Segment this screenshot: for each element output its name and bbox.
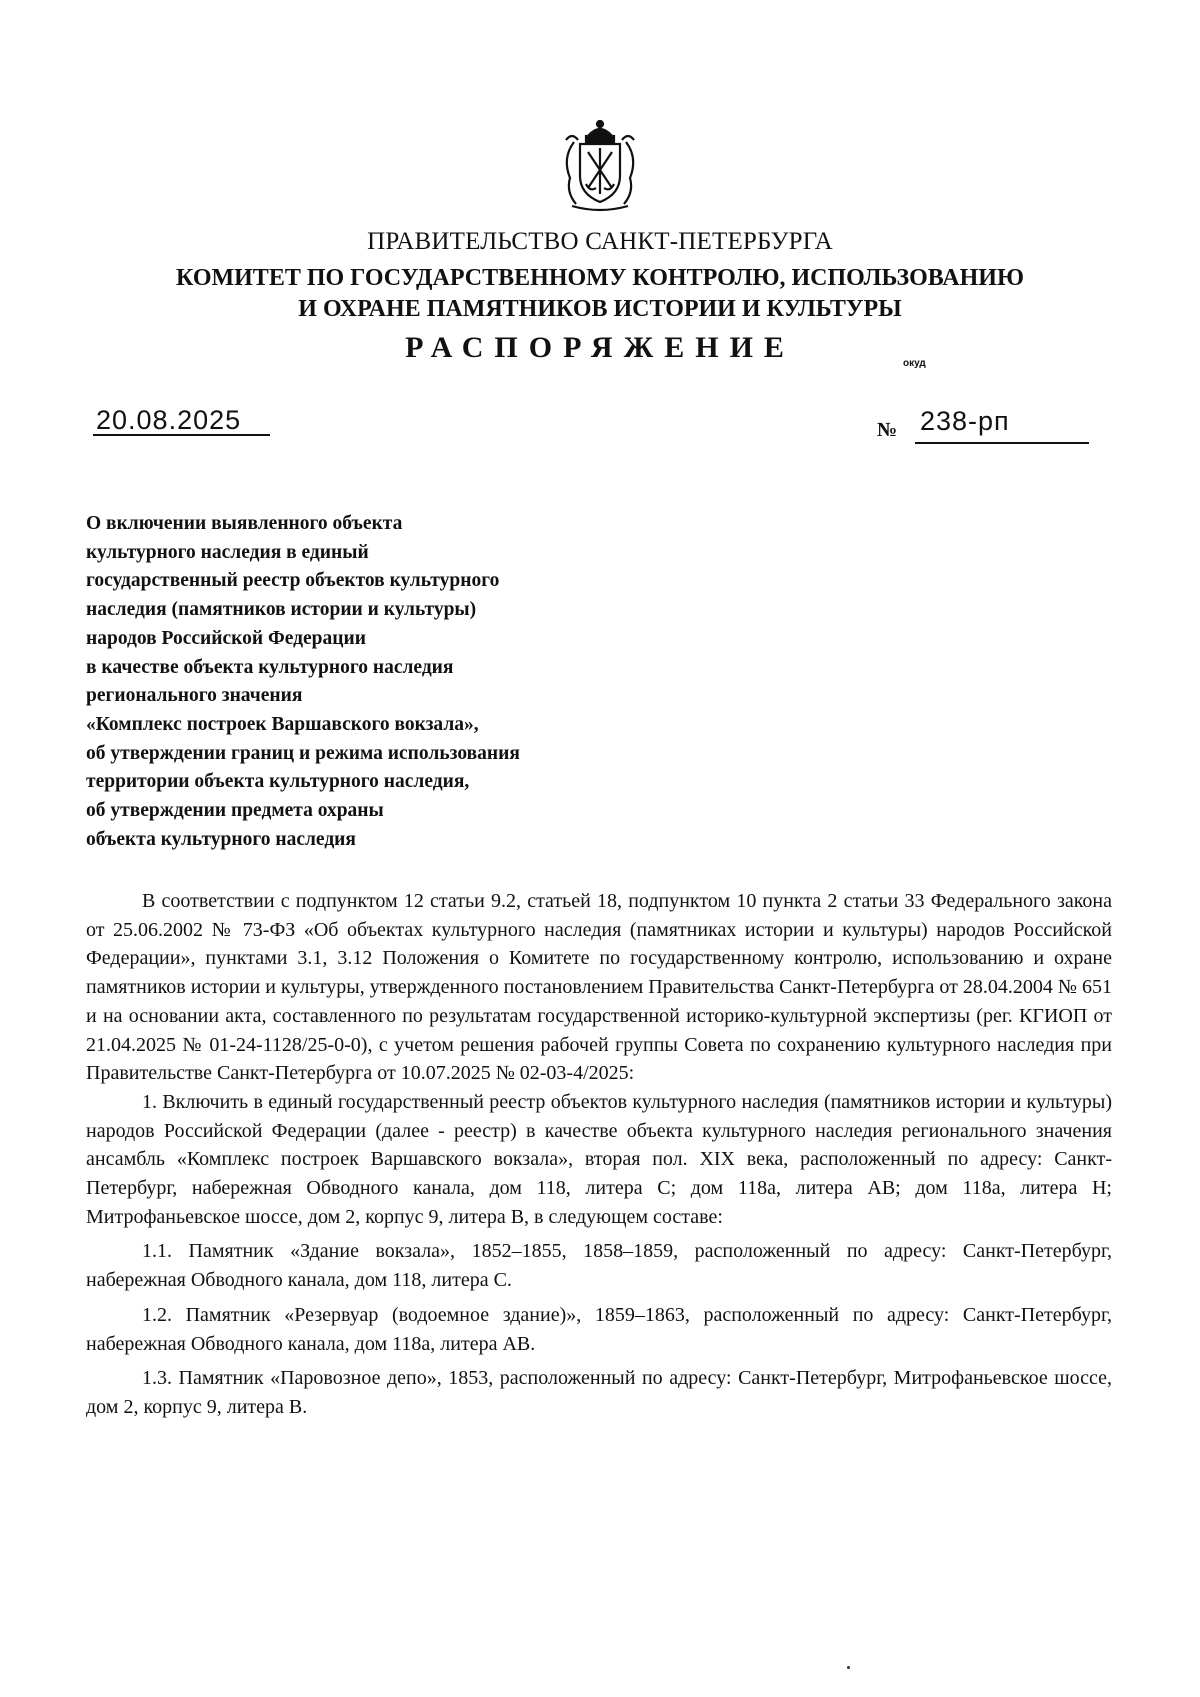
- subject-line: об утверждении границ и режима использования: [86, 742, 520, 764]
- number-sign: №: [877, 419, 898, 441]
- okud-label: окуд: [903, 358, 926, 369]
- subject-line: объекта культурного наследия: [86, 828, 356, 850]
- subject-line: О включении выявленного объекта: [86, 513, 403, 534]
- subject-line: об утверждении предмета охраны: [86, 800, 384, 822]
- st-petersburg-coat-of-arms-icon: [552, 118, 648, 214]
- subject-line: в качестве объекта культурного наследия: [86, 656, 454, 678]
- subject-line: государственный реестр объектов культурного: [86, 570, 500, 592]
- handwritten-document-number: 238-рп: [920, 406, 1010, 436]
- committee-name-line1: КОМИТЕТ ПО ГОСУДАРСТВЕННОМУ КОНТРОЛЮ, ИСПОЛЬЗОВАНИЮ: [176, 265, 1024, 291]
- number-underline: [915, 442, 1089, 444]
- item-1-2-paragraph: 1.2. Памятник «Резервуар (водоемное здание)», 1859–1863, расположенный по адресу: Санкт-Петербург, набережная Обводного канала, дом 118а, литера АВ.: [86, 1303, 1112, 1355]
- item-1-1-paragraph: 1.1. Памятник «Здание вокзала», 1852–1855, 1858–1859, расположенный по адресу: Санкт-Петербург, набережная Обводного канала, дом 118, литера С.: [86, 1240, 1112, 1292]
- document-body: [86, 887, 1112, 1422]
- item-1-3-paragraph: 1.3. Памятник «Паровозное депо», 1853, расположенный по адресу: Санкт-Петербург, Митрофаньевское шоссе, дом 2, корпус 9, литера В.: [86, 1367, 1112, 1418]
- committee-name-line2: И ОХРАНЕ ПАМЯТНИКОВ ИСТОРИИ И КУЛЬТУРЫ: [298, 296, 902, 322]
- date-underline: [93, 434, 270, 436]
- document-type-title: РАСПОРЯЖЕНИЕ: [405, 331, 795, 364]
- subject-line: наследия (памятников истории и культуры): [86, 599, 477, 621]
- subject-line: культурного наследия в единый: [86, 541, 369, 563]
- document-subject: [86, 510, 686, 854]
- scan-speck: [847, 1666, 850, 1669]
- subject-line: территории объекта культурного наследия,: [86, 771, 470, 793]
- preamble-paragraph: В соответствии с подпунктом 12 статьи 9.2, статьей 18, подпунктом 10 пункта 2 статьи 33 Федерального закона от 25.06.2002 № 73-ФЗ «Об объектах культурного наследия (памятниках истории и культуры) народов Российской Федерации», пунктами 3.1, 3.12 Положения о Комитете по государственному контролю, использованию и охране памятников истории и культуры, утвержденного постановлением Правительства Санкт-Петербурга от 28.04.2004 № 651 и на основании акта, составленного по результатам государственной историко-культурной экспертизы (рег. КГИОП от 21.04.2025 № 01-24-1128/25-0-0), с учетом решения рабочей группы Совета по сохранению культурного наследия при Правительстве Санкт-Петербурга от 10.07.2025 № 02-03-4/2025:: [86, 890, 1112, 1085]
- subject-line: народов Российской Федерации: [86, 627, 366, 649]
- subject-line: «Комплекс построек Варшавского вокзала»,: [86, 713, 479, 735]
- government-name: ПРАВИТЕЛЬСТВО САНКТ-ПЕТЕРБУРГА: [367, 228, 833, 255]
- handwritten-date: 20.08.2025: [96, 405, 242, 435]
- item-1-paragraph: 1. Включить в единый государственный реестр объектов культурного наследия (памятников истории и культуры) народов Российской Федерации (далее - реестр) в качестве объекта культурного наследия регионального значения ансамбль «Комплекс построек Варшавского вокзала», вторая пол. XIX века, расположенный по адресу: Санкт-Петербург, набережная Обводного канала, дом 118, литера С; дом 118а, литера АВ; дом 118а, литера Н; Митрофаньевское шоссе, дом 2, корпус 9, литера В, в следующем составе:: [86, 1090, 1112, 1228]
- committee-name: [0, 263, 1200, 325]
- subject-line: регионального значения: [86, 685, 303, 707]
